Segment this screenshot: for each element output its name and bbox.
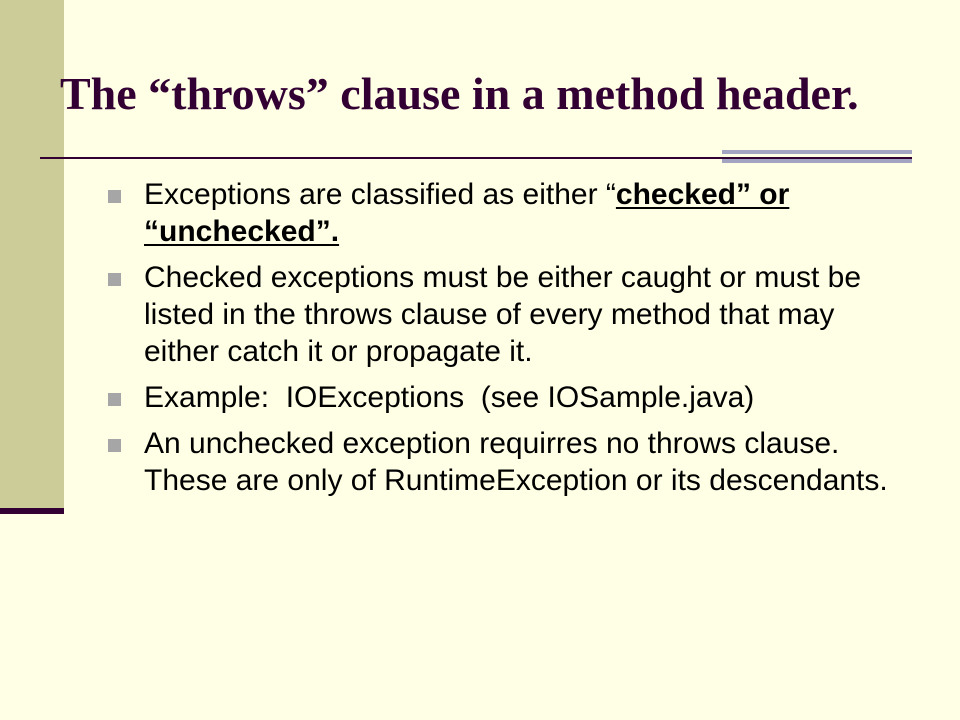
bullet-3-text: Example: IOExceptions (see IOSample.java) [144,381,755,414]
square-bullet-icon [108,393,121,406]
bullet-item-3 [106,379,906,416]
square-bullet-icon [108,273,121,286]
left-decorative-band [0,0,64,508]
bullet-1-emphasis: checked” or “unchecked”. [144,178,790,248]
slide-title: The “throws” clause in a method header. [60,68,859,119]
left-accent-bar [0,508,64,514]
divider-accent-top [722,150,912,154]
square-bullet-icon [108,190,121,203]
square-bullet-icon [108,439,121,452]
bullet-2-text: Checked exceptions must be either caught or must be listed in the throws clause of every method that may either catch it or propagate it. [144,261,862,368]
divider-accent-bottom [722,159,912,163]
bullet-list [106,176,906,508]
bullet-item-1 [106,176,906,250]
bullet-item-2 [106,259,906,370]
bullet-4-text: An unchecked exception requirres no throws clause. These are only of RuntimeException or its descendants. [144,427,888,497]
divider-accent [722,150,912,163]
bullet-1-text: Exceptions are classified as either “ [144,178,616,211]
bullet-item-4 [106,425,906,499]
